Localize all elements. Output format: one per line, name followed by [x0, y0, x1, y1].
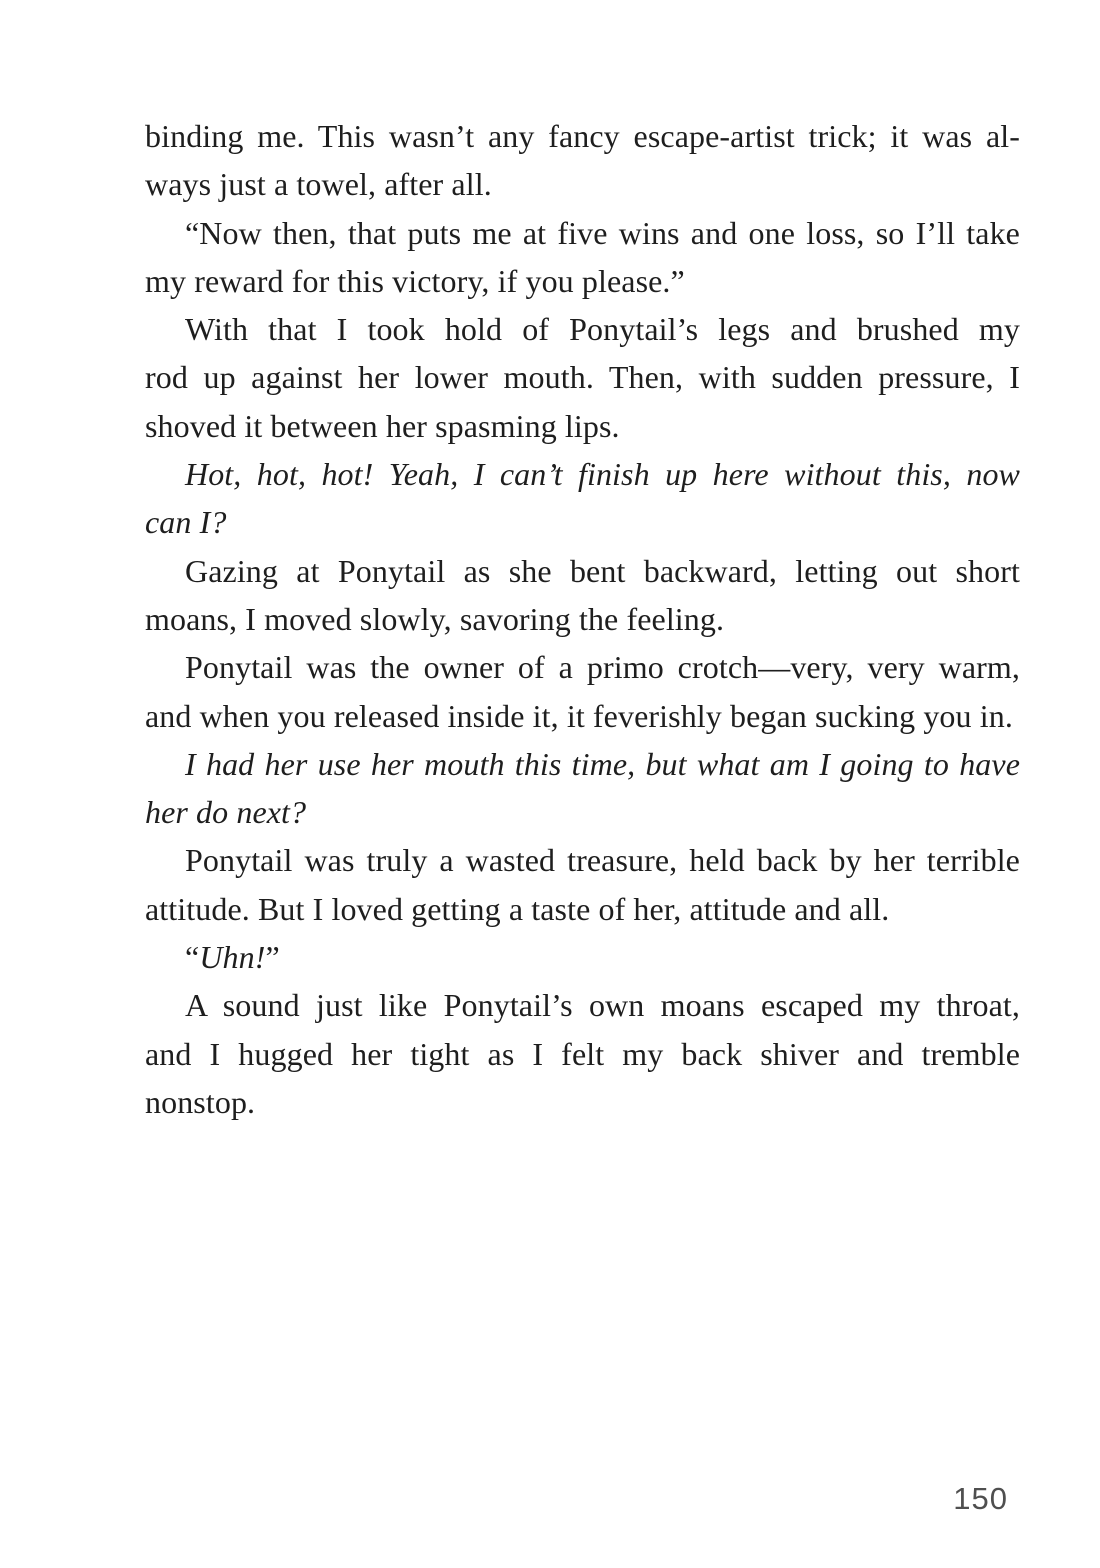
- text-line: Gazing at Ponytail as she bent backward, letting out short: [185, 552, 1020, 589]
- paragraph: [145, 740, 1020, 837]
- text-line: ways just a towel, after all.: [145, 166, 492, 203]
- text-line: Hot, hot, hot! Yeah, I can’t finish up here without this, now: [185, 456, 1020, 493]
- text-line: her do next?: [145, 794, 307, 831]
- text-line: [145, 933, 1020, 981]
- text-line: binding me. This wasn’t any fancy escape-artist trick; it was al-: [145, 118, 1020, 154]
- paragraph: [145, 305, 1020, 450]
- text-line: With that I took hold of Ponytail’s legs and brushed my: [185, 311, 1020, 348]
- paragraph: [145, 547, 1020, 644]
- text-line: nonstop.: [145, 1083, 256, 1120]
- text-line: “Now then, that puts me at five wins and one loss, so I’ll take: [185, 214, 1020, 251]
- paragraph: [145, 112, 1020, 209]
- text-line: attitude. But I loved getting a taste of her, attitude and all.: [145, 890, 890, 927]
- paragraph: [145, 933, 1020, 981]
- paragraph: [145, 981, 1020, 1126]
- italic-text-segment: Uhn!: [199, 939, 266, 976]
- text-line: rod up against her lower mouth. Then, with sudden pressure, I: [145, 359, 1020, 396]
- text-segment: “: [185, 939, 200, 976]
- text-line: my reward for this victory, if you please.”: [145, 262, 685, 299]
- text-line: A sound just like Ponytail’s own moans escaped my throat,: [185, 987, 1020, 1024]
- text-line: Ponytail was truly a wasted treasure, held back by her terrible: [185, 842, 1020, 879]
- text-segment: ”: [265, 939, 280, 976]
- paragraph: [145, 209, 1020, 306]
- text-line: shoved it between her spasming lips.: [145, 407, 620, 444]
- text-line: can I?: [145, 504, 227, 541]
- text-line: and I hugged her tight as I felt my back shiver and tremble: [145, 1035, 1020, 1072]
- text-block: [145, 112, 1020, 1126]
- text-line: I had her use her mouth this time, but what am I going to have: [185, 745, 1020, 782]
- paragraph: [145, 450, 1020, 547]
- paragraph: [145, 643, 1020, 740]
- paragraph: [145, 836, 1020, 933]
- text-line: and when you released inside it, it feverishly began sucking you in.: [145, 697, 1013, 734]
- text-line: moans, I moved slowly, savoring the feeling.: [145, 600, 725, 637]
- page-number: 150: [953, 1481, 1008, 1516]
- text-line: Ponytail was the owner of a primo crotch—very, very warm,: [185, 649, 1020, 686]
